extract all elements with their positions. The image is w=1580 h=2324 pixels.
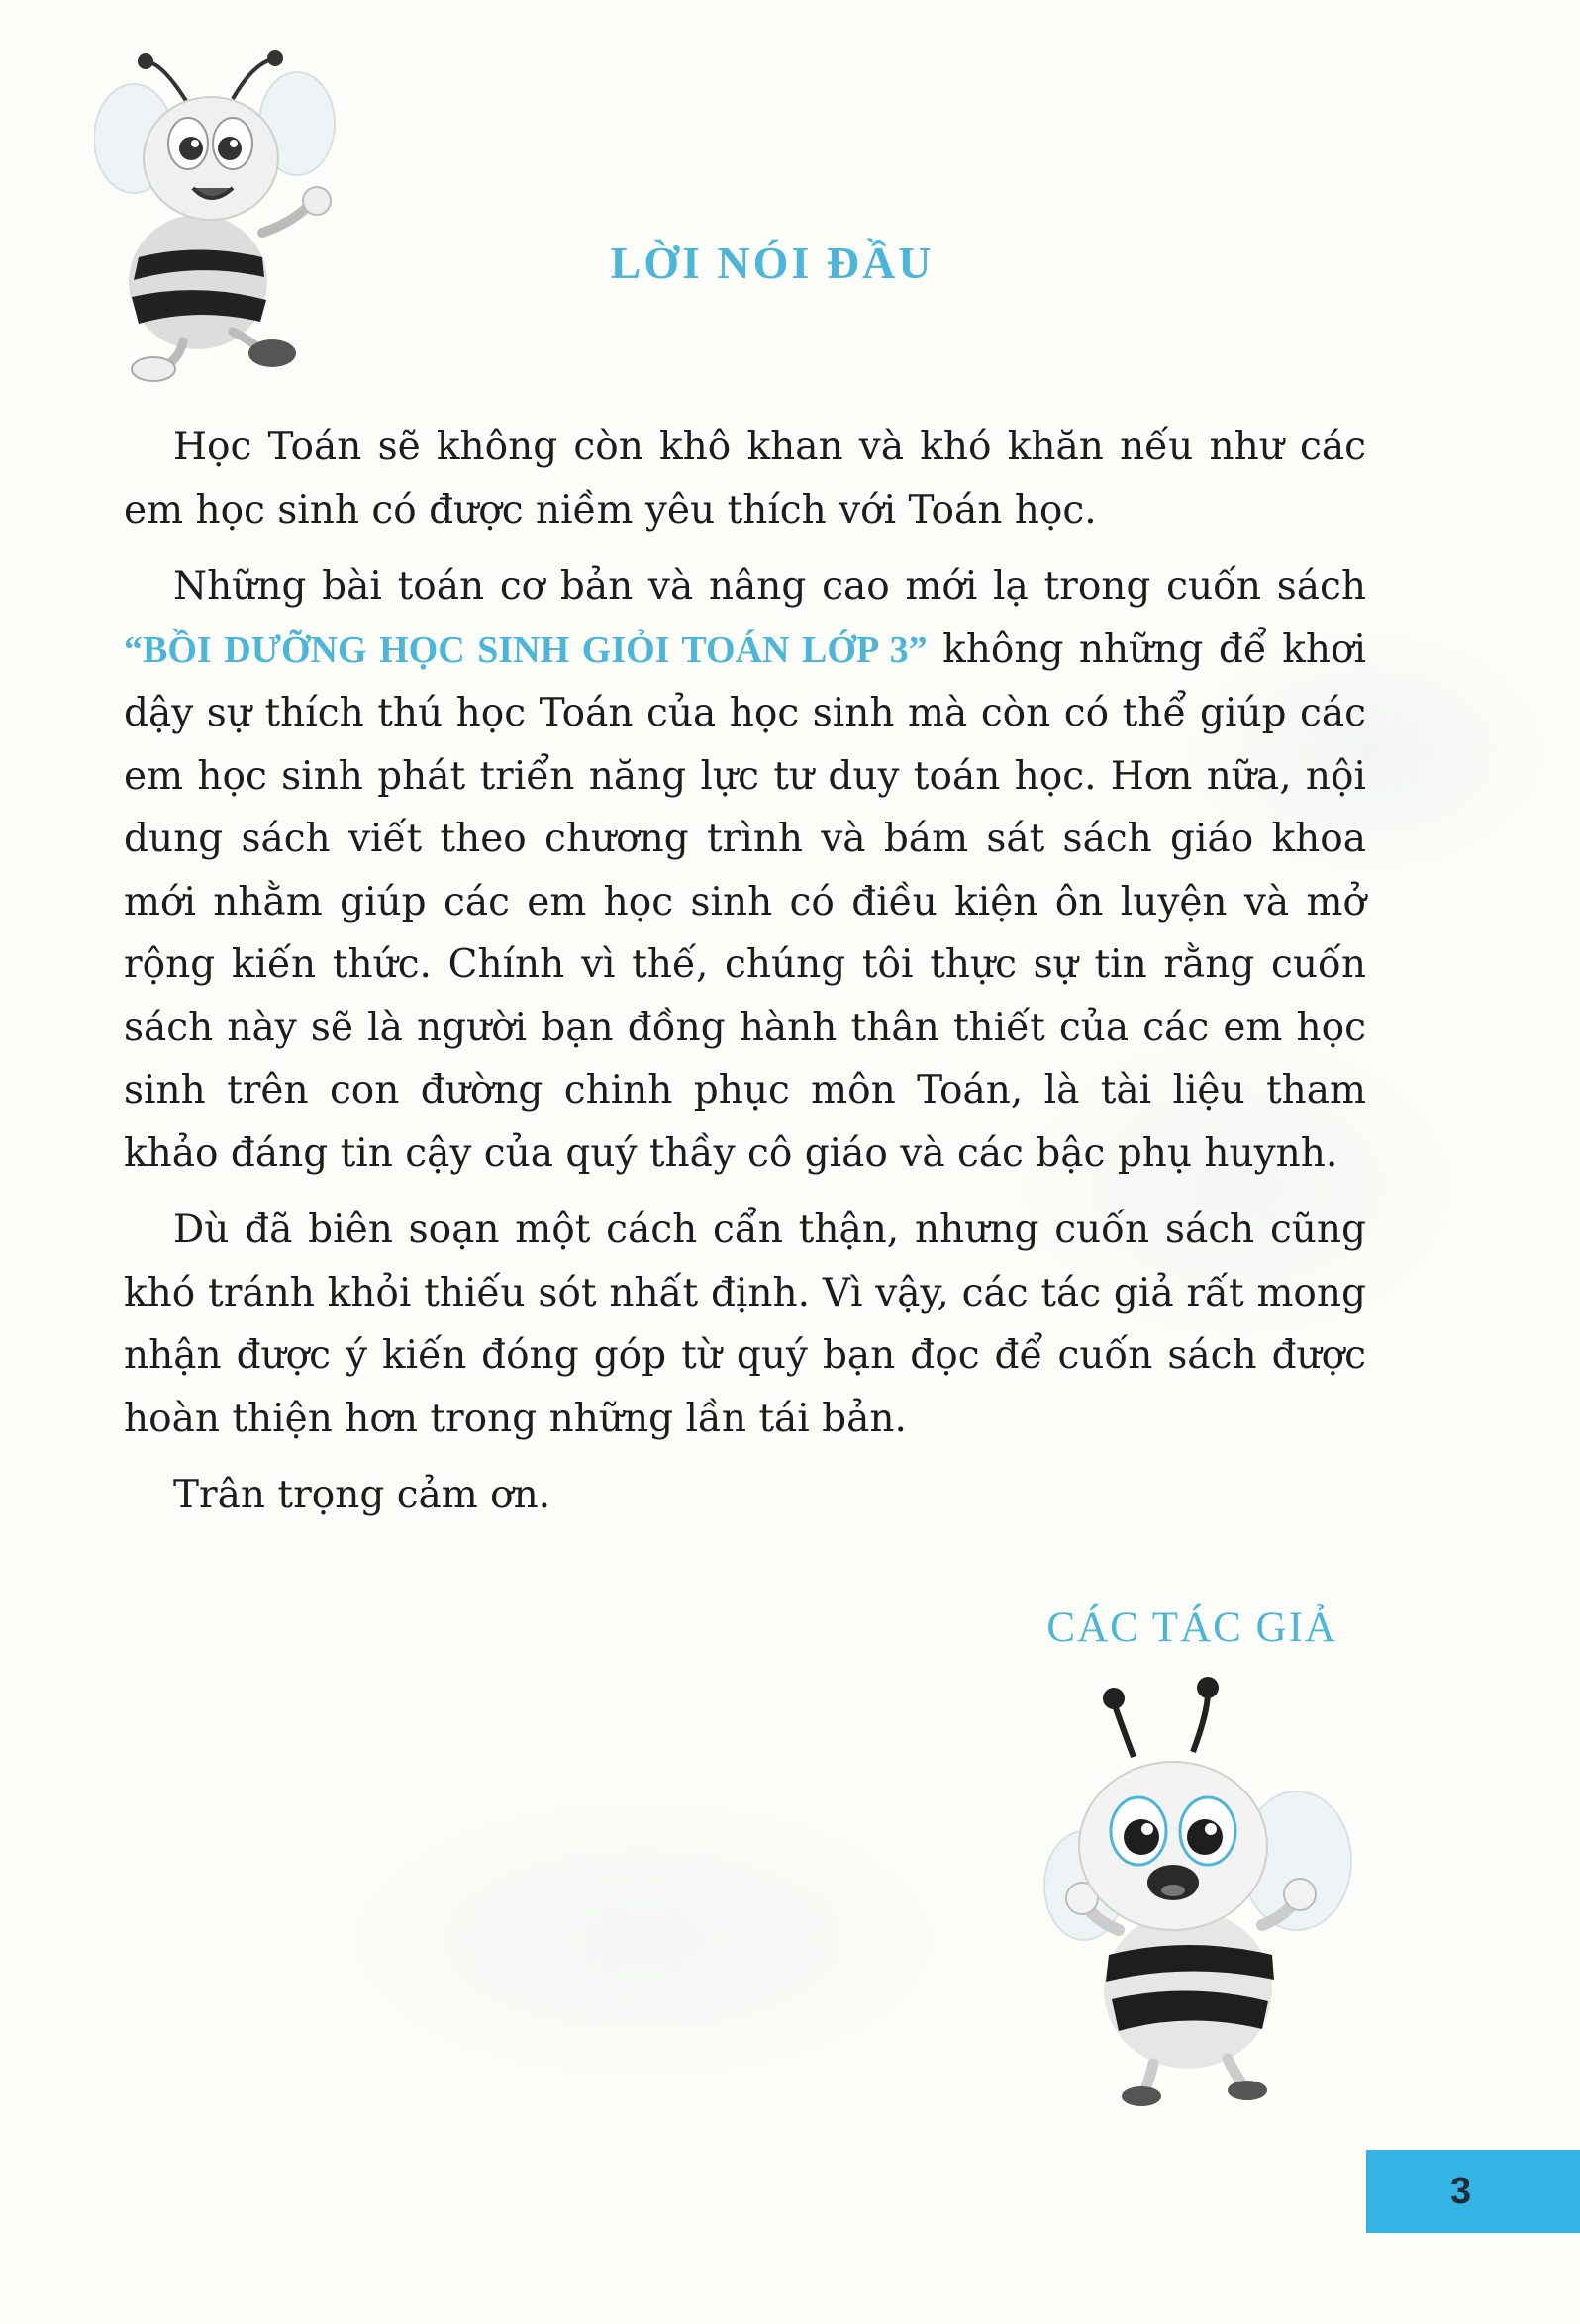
page-number: 3 (1450, 2170, 1472, 2212)
paragraph-2-rest: không những để khơi dậy sự thích thú học Toán của học sinh mà còn có thể giúp các em học sinh phát triển năng lực tư duy toán học. Hơn nữa, nội dung sách viết theo chương trình và bám sát sách giáo khoa mới nhằm giúp các em học sinh có điều kiện ôn luyện và mở rộng kiến thức. Chính vì thế, chúng tôi thực sự tin rằng cuốn sách này sẽ là người bạn đồng hành thân thiết của các em học sinh trên con đường chinh phục môn Toán, là tài liệu tham khảo đáng tin cậy của quý thầy cô giáo và các bậc phụ huynh. (124, 627, 1367, 1176)
paragraph-2 (124, 555, 1366, 1185)
paragraph-2-lead: Những bài toán cơ bản và nâng cao mới lạ trong cuốn sách (173, 564, 1366, 609)
book-title: “BỒI DƯỠNG HỌC SINH GIỎI TOÁN LỚP 3” (124, 629, 928, 671)
page-number-badge (1366, 2150, 1580, 2233)
signature: CÁC TÁC GIẢ (1046, 1604, 1337, 1651)
paragraph-3: Dù đã biên soạn một cách cẩn thận, nhưng cuốn sách cũng khó tránh khỏi thiếu sót nhất định. Vì vậy, các tác giả rất mong nhận được ý kiến đóng góp từ quý bạn đọc để cuốn sách được hoàn thiện hơn trong những lần tái bản. (124, 1208, 1366, 1441)
closing-line: Trân trọng cảm ơn. (173, 1473, 551, 1517)
paragraph-1: Học Toán sẽ không còn khô khan và khó khăn nếu như các em học sinh có được niềm yêu thích với Toán học. (124, 425, 1366, 533)
bee-cartoon-icon (1025, 1673, 1361, 2108)
preface-body (124, 416, 1366, 1541)
page-title: LỜI NÓI ĐẦU (610, 237, 935, 288)
bee-cartoon-icon (94, 45, 366, 386)
